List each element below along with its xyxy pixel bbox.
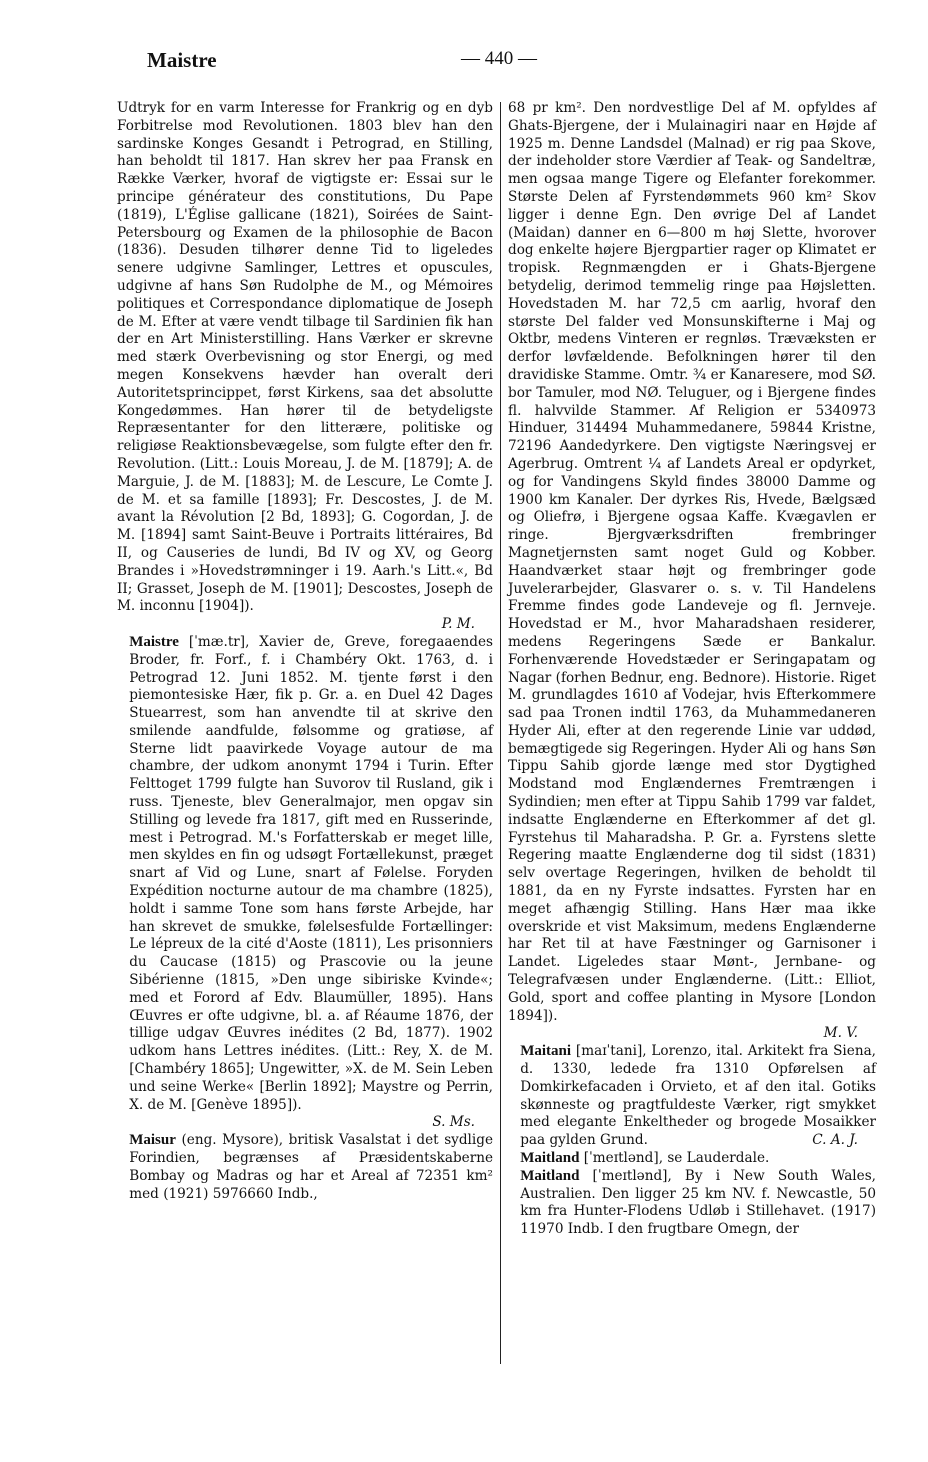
- entry-headword: Maitland: [520, 1150, 580, 1167]
- entry-headword: Maitland: [520, 1167, 580, 1184]
- entry-maitland-town: [508, 1168, 876, 1239]
- entry-maisur-continuation: 68 pr km². Den nordvestlige Del af M. opfyldes af Ghats-Bjergene, der i Mulainagiri naar en Højde af 1925 m. Denne Landsdel (Malnad) er rig paa Skove, der indeholder store Værdier af Teak- og Sandeltræ, men ogsaa mange Tigere og Elefanter forekommer. Største Delen af Fyrstendømmets 960 km² Skov ligger i denne Egn. Den øvrige Del af Landet (Maidan) danner en 6—800 m høj Slette, hvorover dog enkelte højere Bjergpartier rager op Klimatet er tropisk. Regnmængden er i Ghats-Bjergene betydelig, derimod temmelig ringe paa Højsletten. Hovedstaden M. har 72,5 cm aarlig, hvoraf den største Del falder ved Monsunskifterne i Maj og Oktbr, medens Vinteren er regnløs. Trævæksten er derfor løvfældende. Befolkningen hører til den dravidiske Stamme. Omtr. ¾ er Kanaresere, mod SØ. bor Tamuler, mod NØ. Teluguer, og i Bjergene findes fl. halvvilde Stammer. Af Religion er 5340973 Hinduer, 314494 Muhammedanere, 59844 Kristne, 72196 Aandedyrkere. Den vigtigste Næringsvej er Agerbrug. Omtrent ¼ af Landets Areal er opdyrket, og for Vandingens Skyld findes 38000 Damme og 1900 km Kanaler. Der dyrkes Ris, Hvede, Bælgsæd og Oliefrø, i Bjergene ogsaa Kaffe. Kvægavlen er ringe. Bjergværksdriften frembringer Magnetjernsten samt noget Guld og Kobber. Haandværket staar højt og frembringer gode Juvelerarbejder, Glasvarer o. s. v. Til Handelens Fremme findes gode Landeveje og fl. Jernveje. Hovedstad er M., hvor Maharadshaen residerer, medens Regeringens Sæde er Bankalur. Forhenværende Hovedstæder er Seringapatam og Nagar (forhen Bednur, eng. Bednore). Historie. Riget M. grundlagdes 1610 af Vodejar, hvis Efterkommere sad paa Tronen indtil 1763, da Muhammedaneren Hyder Ali, efter at den regerende Linie var uddød, bemægtigede sig Regeringen. Hyder Ali og hans Søn Tippu Sahib gjorde længe med stor Dygtighed Modstand mod Englændernes Fremtrængen i Sydindien; men efter at Tippu Sahib 1799 var faldet, indsatte Englænderne en Efterkommer af det gl. Fyrstehus til Maharadsha. P. Gr. a. Fyrstens slette Regering maatte Englænderne dog til sidst (1831) selv overtage Regeringen, hvilken de beholdt til 1881, da en ny Fyrste indsattes. Fyrsten har en meget afhængig Stilling. Hans Hær maa ikke overskride et vist Maksimum, medens Englænderne har Ret til at have Fæstninger og Garnisoner i Landet. Ligeledes staar Mønt-, Jernbane- og Telegrafvæsen under Englænderne. (Litt.: Elliot, Gold, sport and coffee planting in Mysore [London 1894]).: [508, 100, 876, 1024]
- author-signature: P. M.: [441, 616, 475, 633]
- entry-text: (eng. Mysore), britisk Vasalstat i det sydlige Forindien, begrænses af Præsidentskaberne Bombay og Madras og har et Areal af 72351 km² med (1921) 5976660 Indb.,: [129, 1132, 493, 1202]
- column-divider: [500, 102, 501, 1364]
- entry-text: [ˈmæ.tr], Xavier de, Greve, foregaaendes Broder, fr. Forf., f. i Chambéry Okt. 1763, d. i Petrograd 12. Juni 1852. M. tjente først i den piemontesiske Hær, fik p. Gr. a. en Duel 42 Dages Stuearrest, som han anvendte til at skrive den smilende aandfulde, følsomme og gratiøse, af Sterne lidt paavirkede Voyage autour de ma chambre, der udkom anonymt 1794 i Turin. Efter Felttoget 1799 fulgte han Suvorov til Rusland, gik i russ. Tjeneste, blev Generalmajor, men opgav sin Stilling og levede fra 1817, gift med en Russerinde, mest i Petrograd. M.'s Forfatterskab er meget lille, men skyldes en fin og udsøgt Fortællekunst, præget snart af Vid og Lune, snart af Følelse. Forуden Expédition nocturne autour de ma chambre (1825), holdt i samme Tone som hans første Arbejde, har han skrevet de smukke, følelsesfulde Fortællinger: Le lépreux de la cité d'Aoste (1811), Les prisonniers du Caucase (1815) og Prascovie ou la jeune Sibérienne (1815, »Den unge sibiriske Kvinde«; med et Forord af Edv. Blaumüller, 1895). Hans Œuvres er ofte udgivne, bl. a. af Réaume 1876, der tillige udgav Œuvres inédites (2 Bd, 1877). 1902 udkom hans Lettres inédites. (Litt.: Rey, X. de M. [Chambéry 1865]; Ungewitter, »X. de M. Sein Leben und seine Werke« [Berlin 1892]; Maystre og Perrin, X. de M. [Genève 1895]).: [129, 633, 493, 1113]
- author-signature: C. A. J.: [812, 1132, 858, 1149]
- entry-continuation-text: Udtryk for en varm Interesse for Frankrig og en dyb Forbitrelse mod Revolutionen. 1803 blev han den sardinske Konges Gesandt i Petrograd, en Stilling, han beholdt til 1817. Han skrev her paa Fransk en Række Værker, hvoraf de vigtigste er: Essai sur le principe générateur des constitutions, Du Pape (1819), L'Église gallicane (1821), Soirées de Saint-Petersbourg og Examen de la philosophie de Bacon (1836). Desuden tilhører denne Tid to ligeledes senere udgivne Samlinger, Lettres et opuscules, udgivne af hans Søn Rudolphe de M., og Mémoires politiques et Correspondance diplomatique de Joseph de M. Efter at være vendt tilbage til Sardinien fik han der en Art Ministerstilling. Hans Værker er skrevne med stærk Overbevisning og stor Energi, og med megen Konsekvens hævder han overalt deri Autoritetsprincippet, først Kirkens, saa det absolutte Kongedømmes. Han hører til de betydeligste Repræsentanter for den litterære, politiske og religiøse Reaktionsbevægelse, som fulgte efter den fr. Revolution. (Litt.: Louis Moreau, J. de M. [1879]; A. de Marguie, J. de M. [1883]; M. de Lescure, Le Comte J. de M. et sa famille [1893]; Fr. Descostes, J. de M. avant la Révolution [2 Bd, 1893]; G. Cogordan, J. de M. [1894] samt Saint-Beuve i Portraits littéraires, Bd II, og Causeries de lundi, Bd IV og XV, og Georg Brandes i »Hovedstrømninger i 19. Aarh.'s Litt.«, Bd II; Grasset, Joseph de M. [1901]; Descostes, Joseph de M. inconnu [1904]).: [117, 100, 493, 615]
- author-signature: S. Ms.: [432, 1114, 475, 1131]
- author-signature: M. V.: [823, 1025, 858, 1042]
- page-header: [0, 48, 928, 88]
- entry-maistre-xavier: [117, 634, 493, 1115]
- entry-text: [ˈmeɪtlǝnd], se Lauderdale.: [583, 1150, 770, 1167]
- entry-headword: Maistre: [129, 633, 179, 650]
- entry-maitland-ref: [508, 1150, 876, 1168]
- entry-headword: Maisur: [129, 1132, 176, 1149]
- right-column: [508, 100, 876, 1239]
- entry-text: [ˈmeɪtlǝnd], By i New South Wales, Australien. Den ligger 25 km NV. f. Newcastle, 50 km fra Hunter-Flodens Udløb i Stillehavet. (1917) 11970 Indb. I den frugtbare Omegn, der: [520, 1167, 877, 1238]
- entry-headword: Maitani: [520, 1043, 572, 1060]
- running-headword: Maistre: [147, 48, 217, 72]
- left-column: [117, 100, 493, 1203]
- entry-text: [maɪˈtani], Lorenzo, ital. Arkitekt fra Siena, d. 1330, ledede fra 1310 Opførelsen af Domkirkefacaden i Orvieto, et af den ital. Gotiks skønneste og pragtfuldeste Værker, rigt smykket med elegante Enkeltheder og brogede Mosaikker paa gylden Grund.: [520, 1043, 876, 1149]
- entry-maisur: [117, 1132, 493, 1203]
- page-number: — 440 —: [461, 48, 537, 69]
- entry-maitani: [508, 1043, 876, 1150]
